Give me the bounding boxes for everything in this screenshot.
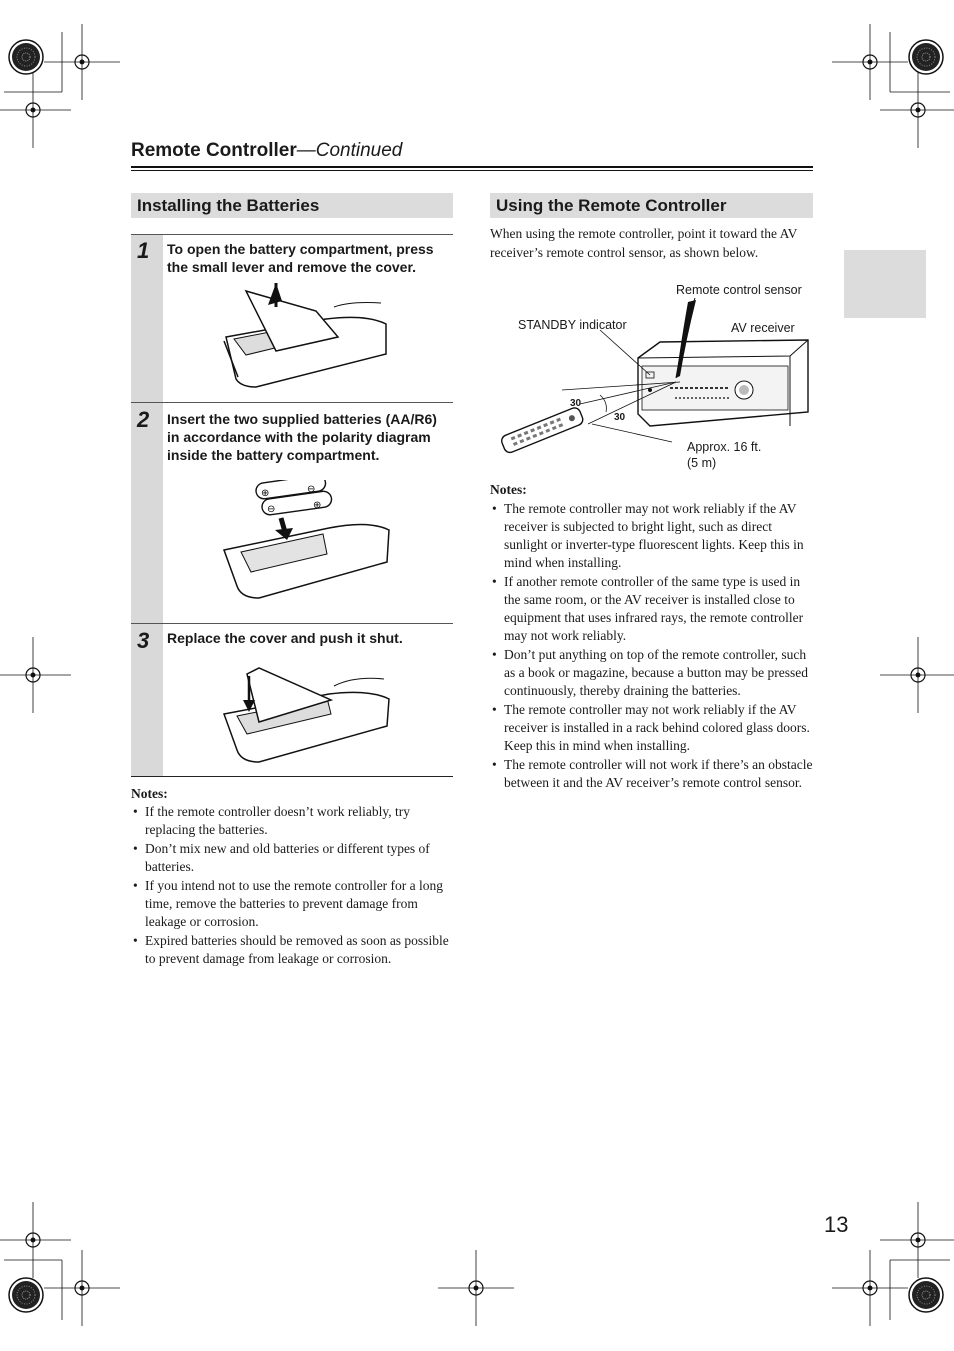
step-divider: [131, 402, 453, 403]
using-intro-text: When using the remote controller, point it toward the AV receiver’s remote control sensor, as shown below.: [490, 226, 798, 260]
distance-label-m: (5 m): [687, 456, 717, 470]
installing-notes-title: Notes:: [131, 786, 168, 801]
list-item: • Expired batteries should be removed as soon as possible to prevent damage from leakage or corrosion.: [131, 932, 456, 968]
close-cover-illustration: [219, 664, 394, 769]
svg-text:⊖: ⊖: [267, 504, 276, 515]
svg-text:⊕: ⊕: [313, 500, 322, 511]
step-number-column: [131, 234, 163, 777]
angle-label-upper: 30: [570, 398, 582, 409]
installing-batteries-heading: Installing the Batteries: [131, 193, 453, 218]
using-remote-heading: Using the Remote Controller: [490, 193, 813, 218]
list-item: • If another remote controller of the same type is used in the same room, or the AV receiver is installed close to equipment that uses infrared rays, the remote controller may not work reliably.: [490, 573, 815, 645]
step-3-number: 3: [137, 628, 150, 653]
step-1-text: To open the battery compartment, press the small lever and remove the cover.: [167, 241, 434, 275]
svg-text:⊖: ⊖: [307, 484, 316, 495]
page-number: 13: [824, 1212, 849, 1237]
step-divider: [131, 776, 453, 777]
step-1-number: 1: [137, 238, 150, 263]
using-notes-list: [490, 500, 815, 793]
list-item: • The remote controller may not work reliably if the AV receiver is installed in a rack behind colored glass doors. Keep this in mind when installing.: [490, 701, 815, 755]
standby-indicator-label: STANDBY indicator: [518, 318, 627, 332]
svg-text:⊕: ⊕: [261, 488, 270, 499]
distance-label-ft: Approx. 16 ft.: [687, 440, 762, 454]
insert-batteries-illustration: [219, 480, 394, 605]
page-header-title: [131, 140, 402, 162]
using-notes-title: Notes:: [490, 482, 527, 497]
step-2-text: Insert the two supplied batteries (AA/R6) in accordance with the polarity diagram inside the battery compartment.: [167, 411, 437, 463]
step-2-number: 2: [137, 407, 150, 432]
list-item: • Don’t mix new and old batteries or different types of batteries.: [131, 840, 456, 876]
step-divider: [131, 234, 453, 235]
header-rule: [131, 166, 813, 168]
open-cover-illustration: [216, 279, 391, 394]
list-item: • The remote controller will not work if there’s an obstacle between it and the AV receiver’s remote control sensor.: [490, 756, 815, 792]
list-item: • The remote controller may not work reliably if the AV receiver is subjected to bright light, such as direct sunlight or inverter-type fluorescent lights. Keep this in mind when installing.: [490, 500, 815, 572]
side-thumb-tab: [844, 250, 926, 318]
list-item: • Don’t put anything on top of the remote controller, such as a book or magazine, because a button may be pressed continuously, thereby draining the batteries.: [490, 646, 815, 700]
list-item: • If you intend not to use the remote controller for a long time, remove the batteries to prevent damage from leakage or corrosion.: [131, 877, 456, 931]
step-divider: [131, 623, 453, 624]
installing-notes-list: [131, 803, 456, 969]
header-rule-thin: [131, 170, 813, 171]
angle-label-lower: 30: [614, 412, 626, 423]
header-subtitle-text: —Continued: [296, 140, 403, 161]
remote-usage-diagram: [490, 280, 815, 475]
list-item: • If the remote controller doesn’t work reliably, try replacing the batteries.: [131, 803, 456, 839]
step-3-text: Replace the cover and push it shut.: [167, 630, 403, 646]
remote-usage-drawing: [490, 280, 815, 475]
av-receiver-label: AV receiver: [731, 321, 795, 335]
header-title-text: Remote Controller: [131, 140, 297, 161]
remote-control-sensor-label: Remote control sensor: [676, 283, 802, 297]
installing-steps: [131, 234, 453, 777]
